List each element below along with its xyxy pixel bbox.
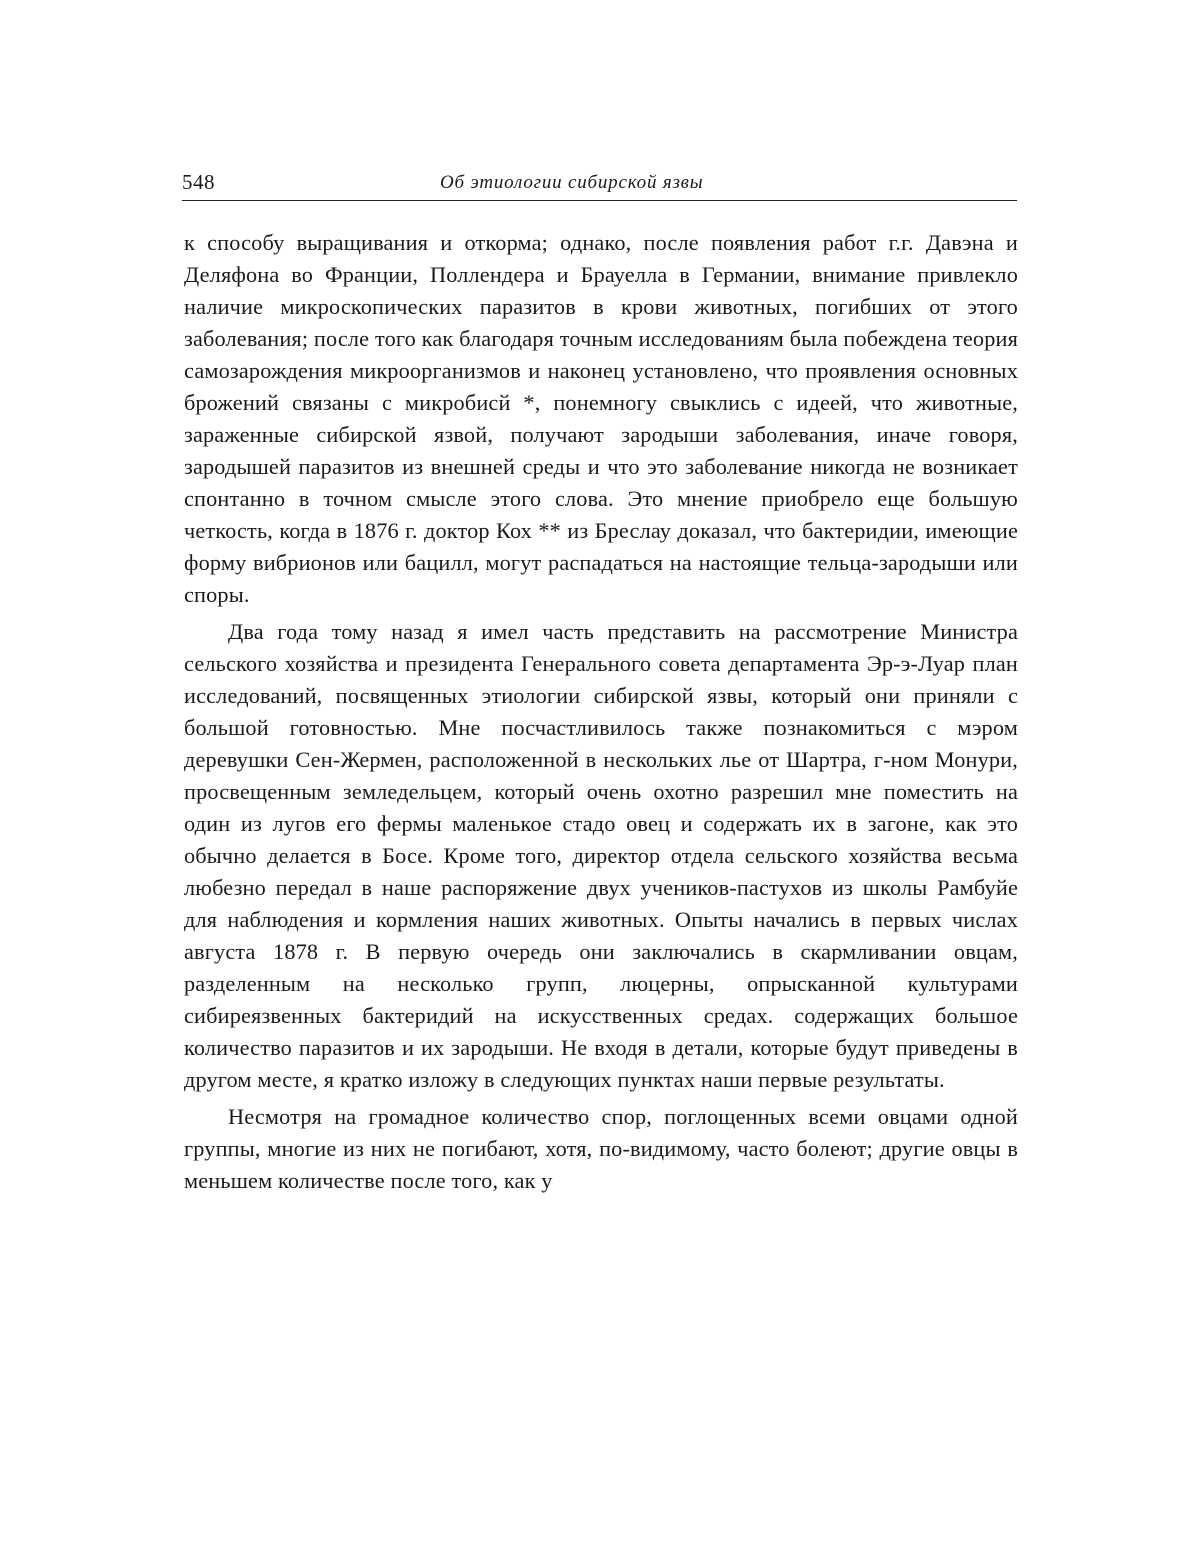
body-text bbox=[184, 227, 1018, 1197]
page-number: 548 bbox=[182, 170, 215, 195]
paragraph-1: к способу выращивания и откорма; однако, после появления работ г.г. Давэна и Деляфона во Франции, Поллендера и Брауелла в Германии, внимание привлекло наличие микроскопических паразитов в крови животных, погибших от этого заболевания; после того как благодаря точным исследованиям была побеждена теория самозарождения микроорганизмов и наконец установлено, что проявления основных брожений связаны с микробисй *, понемногу свыклись с идеей, что животные, зараженные сибирской язвой, получают зародыши заболевания, иначе говоря, зародышей паразитов из внешней среды и что это заболевание никогда не возникает спонтанно в точном смысле этого слова. Это мнение приобрело еще большую четкость, когда в 1876 г. доктор Кох ** из Бреслау доказал, что бактеридии, имеющие форму вибрионов или бацилл, могут распадаться на настоящие тельца-зародыши или споры. bbox=[184, 227, 1018, 611]
running-title: Об этиологии сибирской язвы bbox=[440, 172, 703, 194]
header-rule bbox=[182, 200, 1017, 201]
paragraph-3: Несмотря на громадное количество спор, поглощенных всеми овцами одной группы, многие из них не погибают, хотя, по-видимому, часто болеют; другие овцы в меньшем количестве после того, как у bbox=[184, 1101, 1018, 1197]
running-header bbox=[182, 168, 1017, 200]
paragraph-2: Два года тому назад я имел часть представить на рассмотрение Министра сельского хозяйства и президента Генерального совета департамента Эр-э-Луар план исследований, посвященных этиологии сибирской язвы, который они приняли с большой готовностью. Мне посчастливилось также познакомиться с мэром деревушки Сен-Жермен, расположенной в нескольких лье от Шартра, г-ном Монури, просвещенным земледельцем, который очень охотно разрешил мне поместить на один из лугов его фермы маленькое стадо овец и содержать их в загоне, как это обычно делается в Босе. Кроме того, директор отдела сельского хозяйства весьма любезно передал в наше распоряжение двух учеников-пастухов из школы Рамбуйе для наблюдения и кормления наших животных. Опыты начались в первых числах августа 1878 г. В первую очередь они заключались в скармливании овцам, разделенным на несколько групп, люцерны, опрысканной культурами сибиреязвенных бактеридий на искусственных средах. содержащих большое количество паразитов и их зародыши. Не входя в детали, которые будут приведены в другом месте, я кратко изложу в следующих пунктах наши первые результаты. bbox=[184, 616, 1018, 1096]
